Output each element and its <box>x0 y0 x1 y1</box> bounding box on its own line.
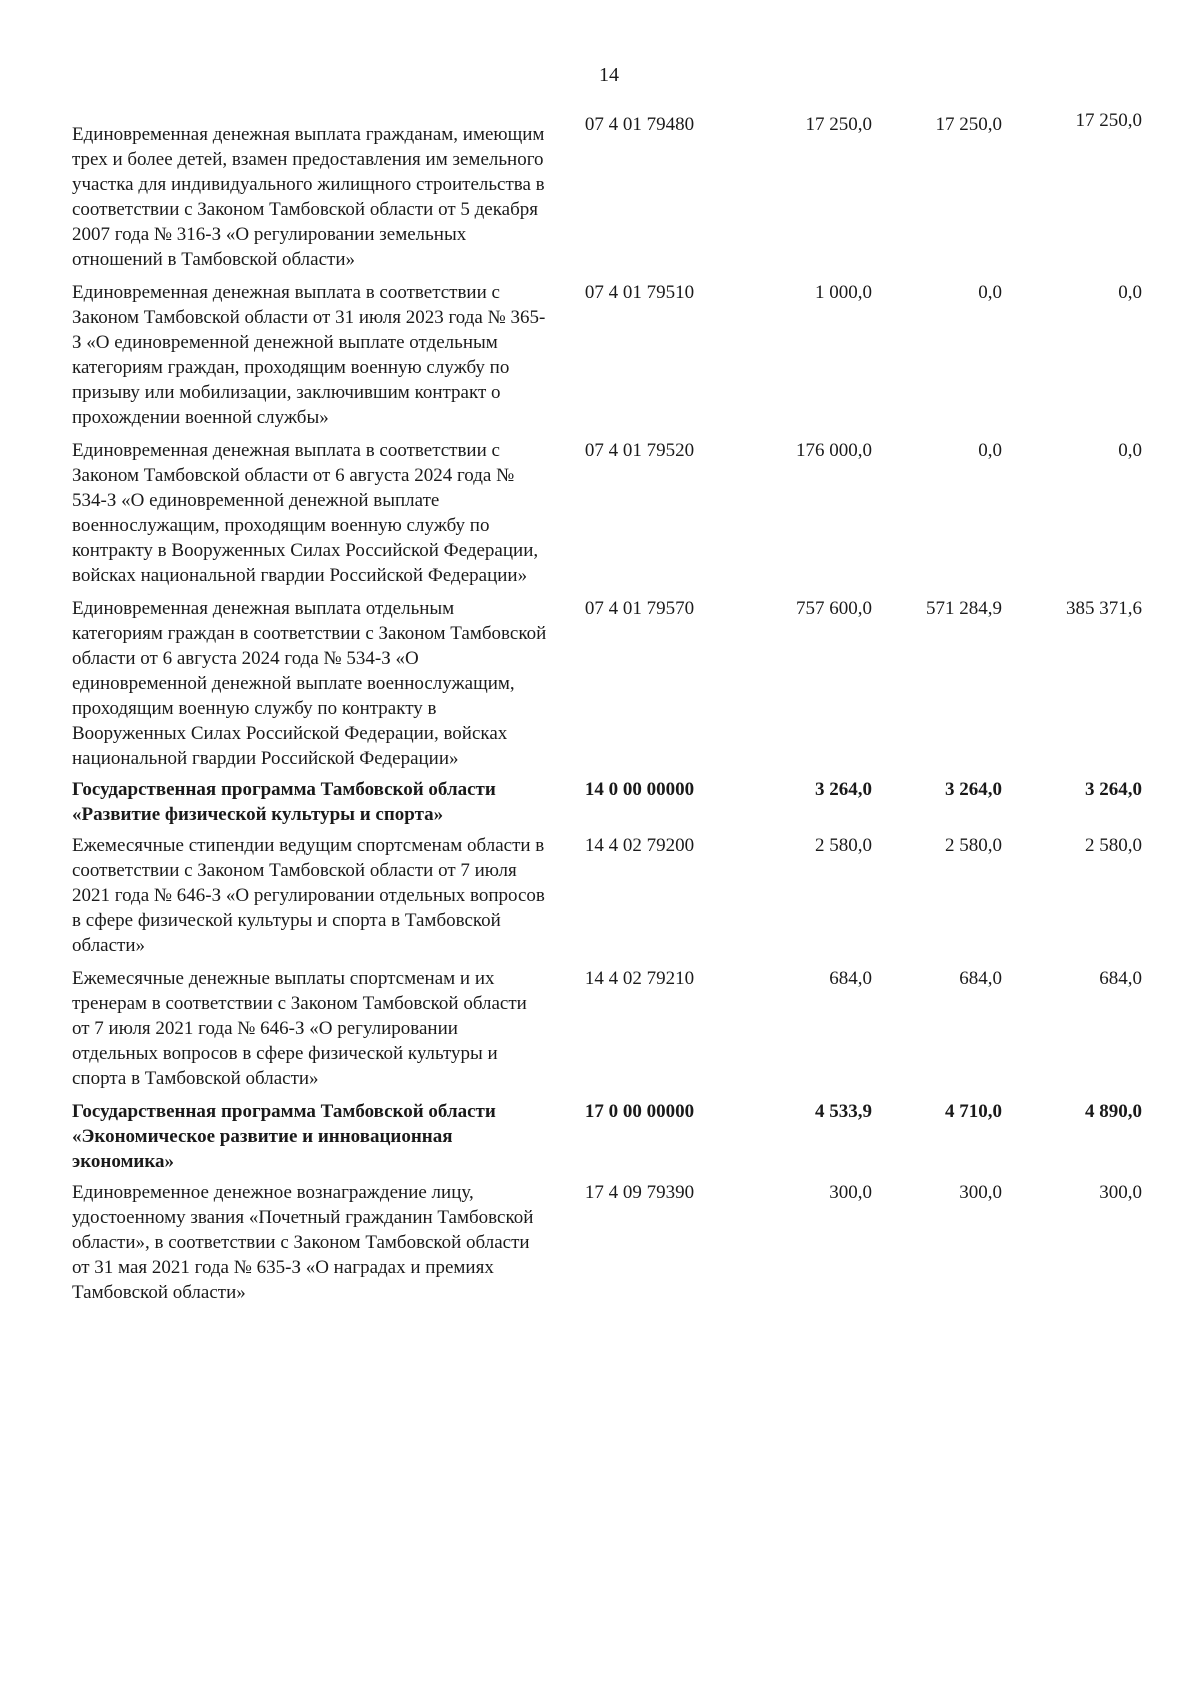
table-row <box>72 112 1172 272</box>
program-code: 14 0 00 00000 <box>584 779 695 800</box>
row-value-1: 17 250,0 <box>805 114 872 135</box>
row-value-2: 17 250,0 <box>935 114 1002 135</box>
program-value-3: 4 890,0 <box>1085 1101 1142 1122</box>
program-value-1: 4 533,9 <box>815 1101 872 1122</box>
budget-table <box>72 112 1172 1305</box>
page-number: 14 <box>599 64 619 86</box>
row-name: Единовременная денежная выплата отдельным категориям граждан в соответствии с Законом Тамбовской области от 6 августа 2024 года № 534-З «О единовременной денежной выплате военнослужащим, проходящим военную службу по контракту в Вооруженных Силах Российской Федерации, войсках национальной гвардии Российской Федерации» <box>72 598 547 769</box>
row-value-1: 2 580,0 <box>815 835 872 856</box>
row-value-1: 1 000,0 <box>815 282 872 303</box>
row-name: Ежемесячные денежные выплаты спортсменам и их тренерам в соответствии с Законом Тамбовской области от 7 июля 2021 года № 646-З «О регулировании отдельных вопросов в сфере физической культуры и спорта в Тамбовской области» <box>72 968 527 1089</box>
program-value-2: 3 264,0 <box>945 779 1002 800</box>
row-name: Единовременная денежная выплата гражданам, имеющим трех и более детей, взамен предоставления им земельного участка для индивидуального жилищного строительства в соответствии с Законом Тамбовской области от 5 декабря 2007 года № 316-З «О регулировании земельных отношений в Тамбовской области» <box>72 124 545 270</box>
program-name: Государственная программа Тамбовской области «Развитие физической культуры и спорта» <box>72 779 496 825</box>
row-value-1: 684,0 <box>829 968 872 989</box>
table-row <box>72 966 1172 1091</box>
row-value-2: 0,0 <box>978 282 1002 303</box>
row-code: 07 4 01 79480 <box>584 114 695 135</box>
row-code: 07 4 01 79510 <box>584 282 695 303</box>
row-value-2: 2 580,0 <box>945 835 1002 856</box>
row-code: 14 4 02 79200 <box>584 835 695 856</box>
row-name: Единовременное денежное вознаграждение лицу, удостоенному звания «Почетный гражданин Тамбовской области», в соответствии с Законом Тамбовской области от 31 мая 2021 года № 635-З «О наградах и премиях Тамбовской области» <box>72 1182 534 1303</box>
table-row <box>72 833 1172 958</box>
table-row <box>72 596 1172 771</box>
program-value-1: 3 264,0 <box>815 779 872 800</box>
row-name: Единовременная денежная выплата в соответствии с Законом Тамбовской области от 31 июля 2023 года № 365-З «О единовременной денежной выплате отдельным категориям граждан, проходящим военную службу по призыву или мобилизации, заключившим контракт о прохождении военной службы» <box>72 282 546 428</box>
row-value-1: 176 000,0 <box>796 440 872 461</box>
row-value-1: 300,0 <box>829 1182 872 1203</box>
row-value-1: 757 600,0 <box>796 598 872 619</box>
table-row <box>72 280 1172 430</box>
program-code: 17 0 00 00000 <box>584 1101 695 1122</box>
row-name: Единовременная денежная выплата в соответствии с Законом Тамбовской области от 6 августа 2024 года № 534-З «О единовременной денежной выплате военнослужащим, проходящим военную службу по контракту в Вооруженных Силах Российской Федерации, войсках национальной гвардии Российской Федерации» <box>72 440 539 586</box>
row-value-2: 571 284,9 <box>926 598 1002 619</box>
table-row <box>72 1180 1172 1305</box>
program-row <box>72 1099 1172 1174</box>
row-value-3: 385 371,6 <box>1066 598 1142 619</box>
program-row <box>72 777 1172 827</box>
row-value-3: 0,0 <box>1118 282 1142 303</box>
row-value-3: 2 580,0 <box>1085 835 1142 856</box>
row-value-2: 300,0 <box>959 1182 1002 1203</box>
row-code: 17 4 09 79390 <box>584 1182 695 1203</box>
table-row <box>72 438 1172 588</box>
row-value-2: 684,0 <box>959 968 1002 989</box>
row-code: 07 4 01 79570 <box>584 598 695 619</box>
program-name: Государственная программа Тамбовской области «Экономическое развитие и инновационная экономика» <box>72 1101 496 1172</box>
row-value-3: 684,0 <box>1099 968 1142 989</box>
program-value-3: 3 264,0 <box>1085 779 1142 800</box>
row-code: 07 4 01 79520 <box>584 440 695 461</box>
row-name: Ежемесячные стипендии ведущим спортсменам области в соответствии с Законом Тамбовской области от 7 июля 2021 года № 646-З «О регулировании отдельных вопросов в сфере физической культуры и спорта в Тамбовской области» <box>72 835 545 956</box>
row-value-3: 17 250,0 <box>1075 110 1142 131</box>
row-value-2: 0,0 <box>978 440 1002 461</box>
row-value-3: 300,0 <box>1099 1182 1142 1203</box>
row-value-3: 0,0 <box>1118 440 1142 461</box>
program-value-2: 4 710,0 <box>945 1101 1002 1122</box>
row-code: 14 4 02 79210 <box>584 968 695 989</box>
